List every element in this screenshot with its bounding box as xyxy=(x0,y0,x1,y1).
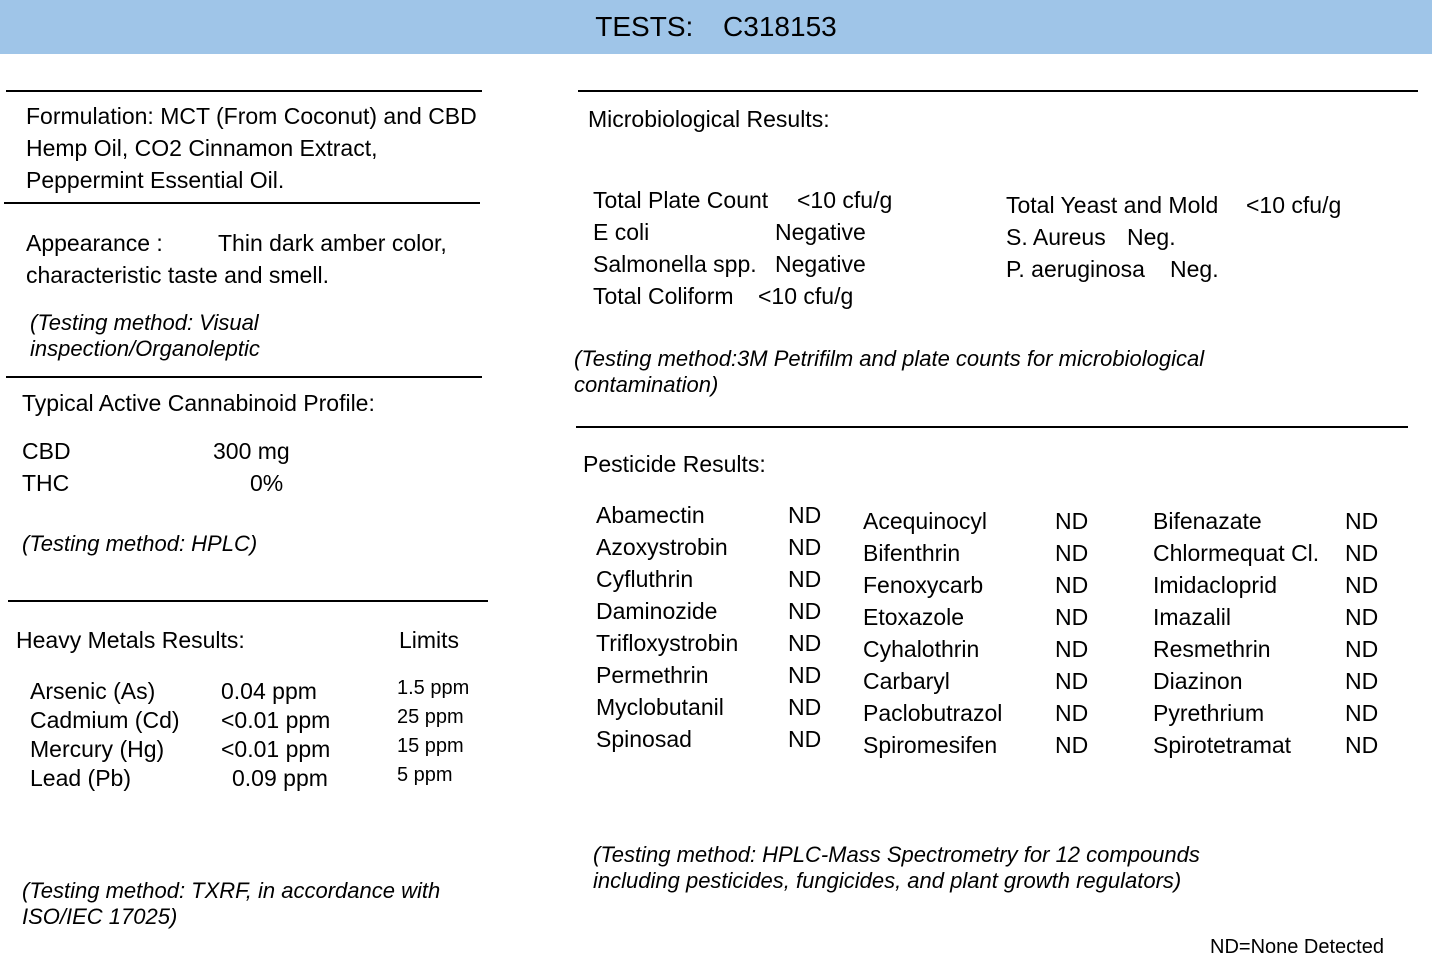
method-line: including pesticides, fungicides, and plant growth regulators) xyxy=(593,868,1182,893)
pesticide-name: Carbaryl xyxy=(863,668,950,694)
pesticide-name: Trifloxystrobin xyxy=(596,630,739,656)
method-line: (Testing method:3M Petrifilm and plate counts for microbiological xyxy=(574,346,1205,371)
pesticide-result: ND xyxy=(788,694,822,720)
divider xyxy=(6,90,482,92)
micro-value: Neg. xyxy=(1170,256,1219,282)
pesticide-result: ND xyxy=(1345,508,1379,534)
pesticide-name: Spiromesifen xyxy=(863,732,998,758)
pesticide-result: ND xyxy=(788,598,822,624)
pesticide-name: Bifenthrin xyxy=(863,540,961,566)
pesticide-result: ND xyxy=(1345,604,1379,630)
micro-name: E coli xyxy=(593,219,650,245)
metal-limit: 15 ppm xyxy=(397,735,464,757)
divider xyxy=(4,202,480,204)
metal-name: Lead (Pb) xyxy=(30,765,132,791)
pesticide-result: ND xyxy=(1055,508,1089,534)
pesticide-name: Paclobutrazol xyxy=(863,700,1003,726)
pesticide-result: ND xyxy=(1055,636,1089,662)
micro-name: Salmonella spp. xyxy=(593,251,757,277)
pesticide-result: ND xyxy=(1055,572,1089,598)
divider xyxy=(6,376,482,378)
metals-title: Heavy Metals Results: xyxy=(16,627,245,653)
pesticide-name: Pyrethrium xyxy=(1153,700,1265,726)
metal-name: Arsenic (As) xyxy=(30,678,156,704)
pesticide-results-col-3 xyxy=(1345,505,1378,761)
micro-value: <10 cfu/g xyxy=(1246,192,1342,218)
pesticide-name: Bifenazate xyxy=(1153,508,1262,534)
formulation-block xyxy=(26,100,477,196)
micro-name: Total Coliform xyxy=(593,283,734,309)
pesticide-name: Permethrin xyxy=(596,662,709,688)
divider xyxy=(576,426,1408,428)
metals-limits-label: Limits xyxy=(399,627,460,653)
appearance-method xyxy=(30,310,260,362)
pesticide-result: ND xyxy=(788,726,822,752)
pesticide-name: Etoxazole xyxy=(863,604,965,630)
page-title: TESTS: C318153 xyxy=(595,11,837,42)
pesticide-names-col-1 xyxy=(596,499,738,755)
micro-method xyxy=(574,346,1204,398)
pesticide-result: ND xyxy=(1345,732,1379,758)
micro-value: <10 cfu/g xyxy=(758,283,854,309)
cannabinoid-value: 0% xyxy=(250,470,284,496)
pesticide-result: ND xyxy=(1055,604,1089,630)
pesticide-name: Imazalil xyxy=(1153,604,1231,630)
divider xyxy=(578,90,1418,92)
metals-names xyxy=(30,677,180,793)
pesticide-result: ND xyxy=(1345,700,1379,726)
pesticide-result: ND xyxy=(1055,540,1089,566)
metal-name: Cadmium (Cd) xyxy=(30,707,180,733)
pesticide-result: ND xyxy=(788,534,822,560)
cannabinoid-name: THC xyxy=(22,470,70,496)
footnote: ND=None Detected xyxy=(1210,936,1384,958)
pesticide-name: Resmethrin xyxy=(1153,636,1271,662)
metal-value: <0.01 ppm xyxy=(221,707,331,733)
pesticide-result: ND xyxy=(788,662,822,688)
pesticide-results-col-1 xyxy=(788,499,821,755)
method-line: ISO/IEC 17025) xyxy=(22,904,178,929)
pesticide-result: ND xyxy=(1345,540,1379,566)
pesticide-result: ND xyxy=(1345,636,1379,662)
metal-name: Mercury (Hg) xyxy=(30,736,165,762)
formulation-line: Peppermint Essential Oil. xyxy=(26,167,285,193)
method-line: inspection/Organoleptic xyxy=(30,336,260,361)
metals-method xyxy=(22,878,440,930)
pesticide-name: Azoxystrobin xyxy=(596,534,728,560)
pesticide-name: Diazinon xyxy=(1153,668,1243,694)
pesticide-names-col-2 xyxy=(863,505,1002,761)
method-line: (Testing method: Visual xyxy=(30,310,259,335)
metals-values xyxy=(221,677,330,793)
micro-name: Total Yeast and Mold xyxy=(1006,192,1219,218)
pesticide-result: ND xyxy=(1055,732,1089,758)
pesticide-title: Pesticide Results: xyxy=(583,451,766,477)
cannabinoid-value: 300 mg xyxy=(213,438,290,464)
metal-value: 0.09 ppm xyxy=(232,765,328,791)
metals-limits xyxy=(397,674,469,790)
pesticide-result: ND xyxy=(1345,572,1379,598)
cannabinoid-method: (Testing method: HPLC) xyxy=(22,531,258,556)
micro-title: Microbiological Results: xyxy=(588,106,830,132)
formulation-line: Formulation: MCT (From Coconut) and CBD xyxy=(26,103,477,129)
micro-value: Negative xyxy=(775,219,866,245)
metal-limit: 5 ppm xyxy=(397,764,453,786)
micro-value: Neg. xyxy=(1127,224,1176,250)
metal-limit: 1.5 ppm xyxy=(397,677,470,699)
appearance-description: characteristic taste and smell. xyxy=(26,262,329,288)
pesticide-name: Acequinocyl xyxy=(863,508,988,534)
micro-value: <10 cfu/g xyxy=(797,187,893,213)
pesticide-name: Daminozide xyxy=(596,598,718,624)
micro-value: Negative xyxy=(775,251,866,277)
metal-value: <0.01 ppm xyxy=(221,736,331,762)
cannabinoid-title: Typical Active Cannabinoid Profile: xyxy=(22,390,375,416)
micro-name: S. Aureus xyxy=(1006,224,1106,250)
pesticide-results-col-2 xyxy=(1055,505,1088,761)
pesticide-name: Abamectin xyxy=(596,502,705,528)
pesticide-result: ND xyxy=(1345,668,1379,694)
pesticide-names-col-3 xyxy=(1153,505,1319,761)
micro-name: P. aeruginosa xyxy=(1006,256,1145,282)
method-line: (Testing method: TXRF, in accordance with xyxy=(22,878,441,903)
micro-left-names xyxy=(593,184,768,312)
appearance-value: Thin dark amber color, xyxy=(218,230,447,256)
pesticide-name: Chlormequat Cl. xyxy=(1153,540,1320,566)
pesticide-result: ND xyxy=(788,566,822,592)
metal-limit: 25 ppm xyxy=(397,706,464,728)
pesticide-result: ND xyxy=(788,630,822,656)
micro-name: Total Plate Count xyxy=(593,187,769,213)
cannabinoid-name: CBD xyxy=(22,438,71,464)
pesticide-result: ND xyxy=(1055,700,1089,726)
pesticide-name: Spirotetramat xyxy=(1153,732,1292,758)
pesticide-name: Imidacloprid xyxy=(1153,572,1277,598)
method-line: contamination) xyxy=(574,372,719,397)
pesticide-name: Cyfluthrin xyxy=(596,566,694,592)
pesticide-result: ND xyxy=(1055,668,1089,694)
pesticide-name: Spinosad xyxy=(596,726,692,752)
metal-value: 0.04 ppm xyxy=(221,678,317,704)
pesticide-name: Myclobutanil xyxy=(596,694,724,720)
pesticide-result: ND xyxy=(788,502,822,528)
pesticide-name: Fenoxycarb xyxy=(863,572,984,598)
pesticide-method xyxy=(593,842,1200,894)
formulation-line: Hemp Oil, CO2 Cinnamon Extract, xyxy=(26,135,378,161)
pesticide-name: Cyhalothrin xyxy=(863,636,980,662)
method-line: (Testing method: HPLC-Mass Spectrometry for 12 compounds xyxy=(593,842,1200,867)
divider xyxy=(8,600,488,602)
appearance-label: Appearance : xyxy=(26,230,163,256)
